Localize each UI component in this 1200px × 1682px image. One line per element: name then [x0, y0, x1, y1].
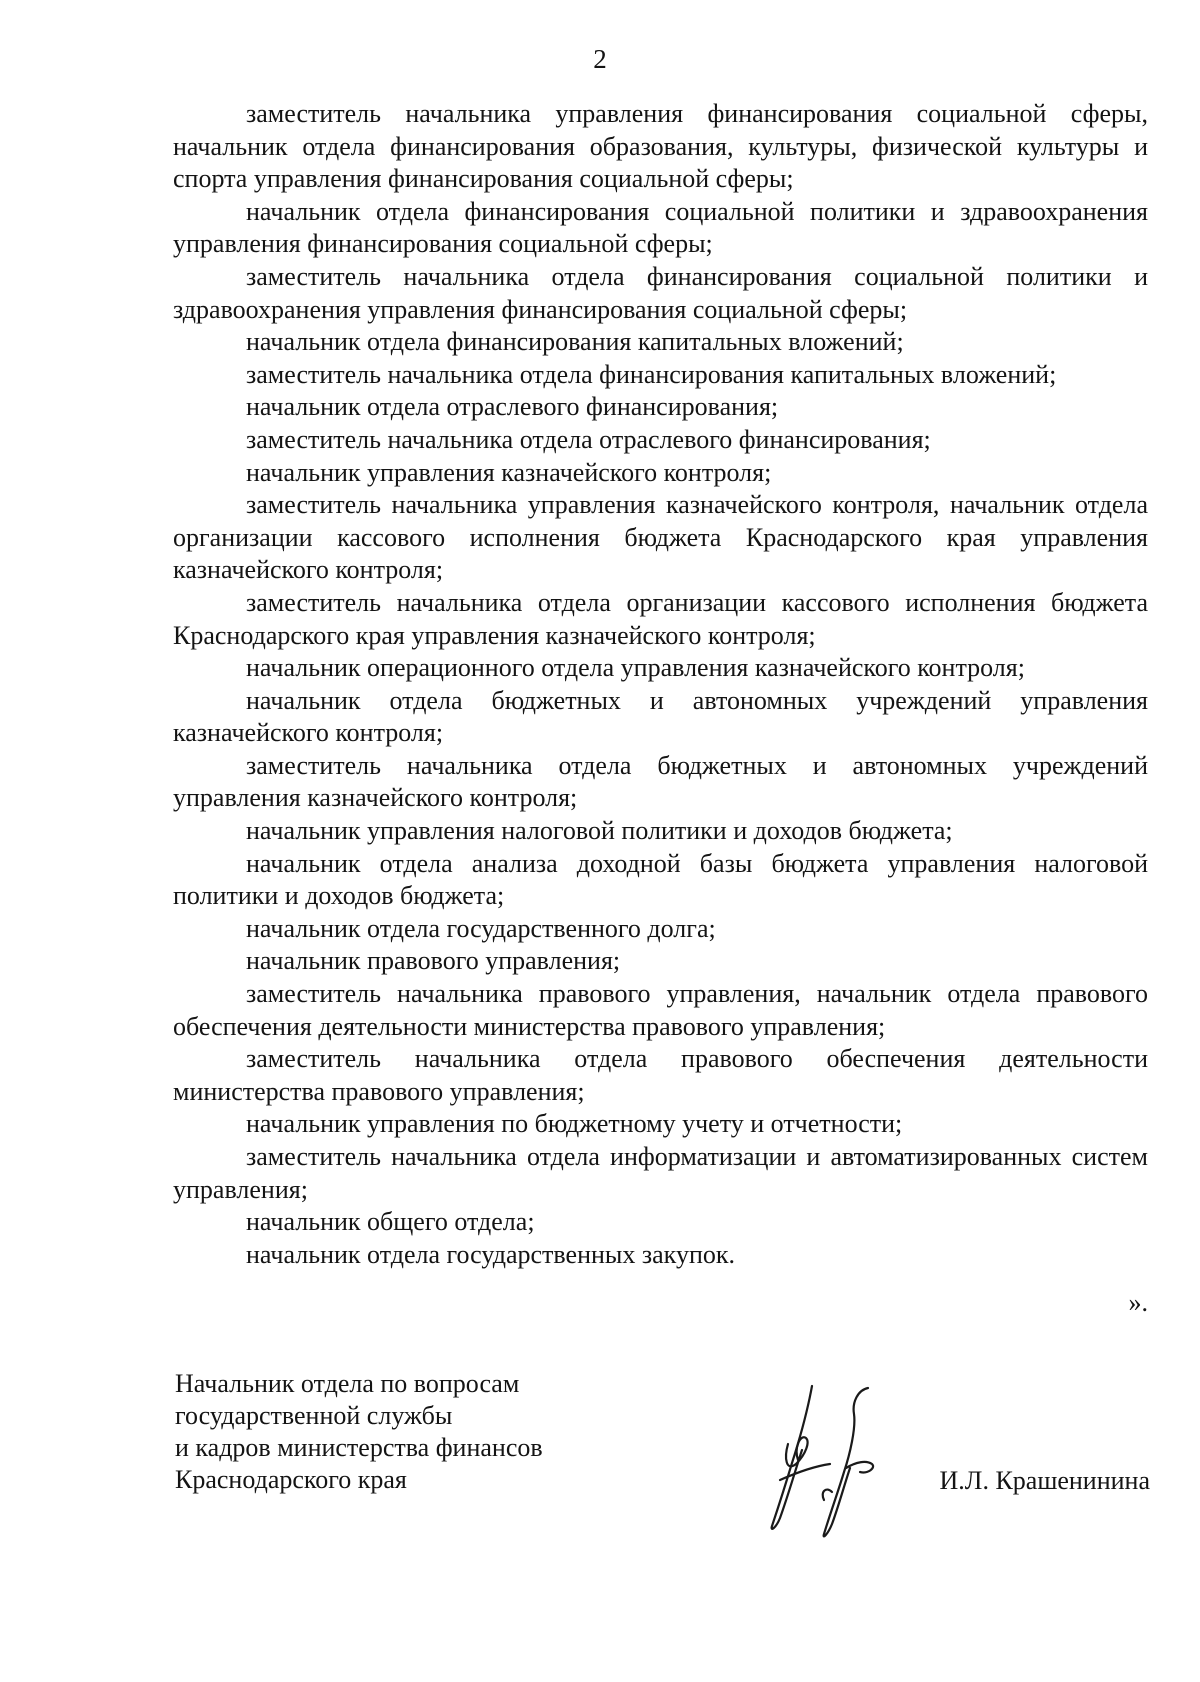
list-item: начальник отдела анализа доходной базы бюджета управления налоговой политики и доходов бюджета;	[173, 848, 1148, 911]
signer-title-line: Краснодарского края	[175, 1465, 407, 1494]
list-item: заместитель начальника отдела финансирования капитальных вложений;	[246, 359, 1057, 389]
list-item: начальник отдела финансирования социальной политики и здравоохранения управления финансирования социальной сферы;	[173, 196, 1148, 259]
document-body	[173, 98, 1148, 1271]
list-item: начальник отдела финансирования капитальных вложений;	[246, 327, 904, 357]
page-number: 2	[593, 44, 607, 74]
list-item: начальник управления по бюджетному учету и отчетности;	[246, 1109, 903, 1139]
list-item: заместитель начальника отдела финансирования социальной политики и здравоохранения управления финансирования социальной сферы;	[173, 261, 1148, 324]
list-item: заместитель начальника отдела отраслевого финансирования;	[246, 424, 931, 454]
list-item: начальник управления казначейского контроля;	[246, 457, 772, 487]
list-item: начальник отдела государственных закупок.	[246, 1239, 735, 1269]
list-item: заместитель начальника отдела правового обеспечения деятельности министерства правового управления;	[173, 1044, 1148, 1106]
list-item: начальник отдела государственного долга;	[246, 913, 716, 943]
signer-title-line: и кадров министерства финансов	[175, 1433, 543, 1462]
signer-title-line: Начальник отдела по вопросам	[175, 1369, 520, 1398]
list-item: начальник правового управления;	[246, 946, 621, 976]
signer-name: И.Л. Крашенинина	[939, 1466, 1150, 1495]
list-item: заместитель начальника правового управления, начальник отдела правового обеспечения деятельности министерства правового управления;	[173, 979, 1148, 1041]
closing-quote: ».	[1128, 1288, 1148, 1317]
list-item: заместитель начальника управления казначейского контроля, начальник отдела организации кассового исполнения бюджета Краснодарского края управления казначейского контроля;	[173, 490, 1148, 585]
signature-block	[175, 1368, 1150, 1548]
signer-title	[175, 1368, 543, 1496]
list-item: заместитель начальника отдела бюджетных и автономных учреждений управления казначейского контроля;	[173, 750, 1148, 813]
list-item: заместитель начальника отдела организации кассового исполнения бюджета Краснодарского края управления казначейского контроля;	[173, 587, 1148, 650]
list-item: начальник отдела бюджетных и автономных учреждений управления казначейского контроля;	[173, 685, 1148, 748]
list-item: заместитель начальника управления финансирования социальной сферы, начальник отдела финансирования образования, культуры, физической культуры и спорта управления финансирования социальной сферы;	[173, 99, 1148, 194]
handwritten-signature	[750, 1368, 890, 1548]
list-item: начальник управления налоговой политики и доходов бюджета;	[246, 816, 953, 846]
list-item: заместитель начальника отдела информатизации и автоматизированных систем управления;	[173, 1142, 1148, 1204]
list-item: начальник отдела отраслевого финансирования;	[246, 392, 779, 422]
list-item: начальник общего отдела;	[246, 1207, 535, 1237]
signer-title-line: государственной службы	[175, 1401, 453, 1430]
list-item: начальник операционного отдела управления казначейского контроля;	[246, 653, 1025, 683]
